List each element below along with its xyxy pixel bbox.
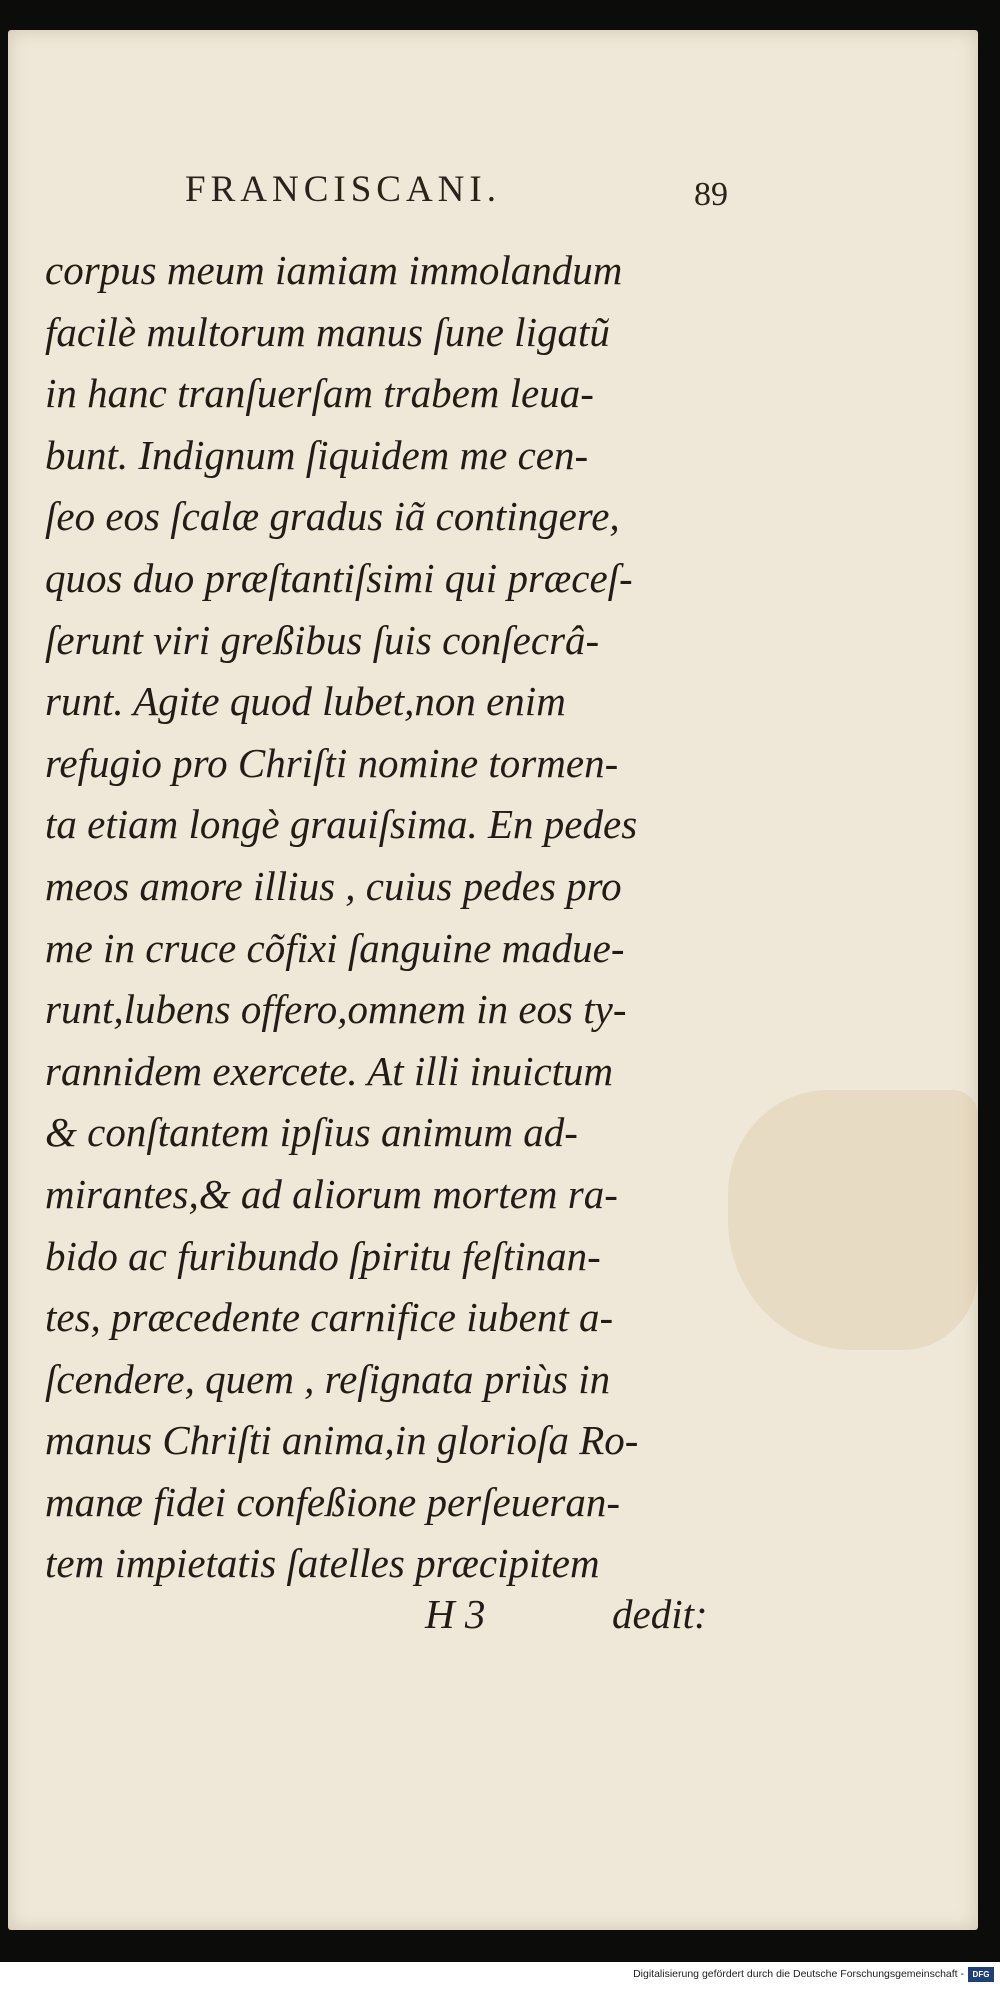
text-line: manus Chriſti anima,in glorioſa Ro- [45, 1417, 639, 1464]
text-line: ta etiam longè grauiſsima. En pedes [45, 801, 638, 848]
text-line: corpus meum iamiam immolandum [45, 247, 623, 293]
text-line: runt. Agite quod lubet,non enim [45, 678, 566, 725]
text-line: ſeo eos ſcalæ gradus iã contingere, [45, 493, 620, 540]
text-line: mirantes,& ad aliorum mortem ra- [45, 1170, 618, 1217]
text-line: in hanc tranſuerſam trabem leua- [45, 370, 594, 417]
body-text [45, 240, 745, 1595]
text-line: facilè multorum manus ſune ligatũ [45, 308, 610, 355]
text-line: & conſtantem ipſius animum ad- [45, 1109, 578, 1156]
text-line: rannidem exercete. At illi inuictum [45, 1047, 614, 1094]
dfg-logo: DFG [968, 1967, 994, 1982]
running-head: FRANCISCANI. [185, 169, 501, 210]
text-line: me in cruce cõfixi ſanguine madue- [45, 924, 625, 971]
page-number: 89 [694, 176, 728, 213]
text-line: tem impietatis ſatelles præcipitem [45, 1540, 600, 1587]
paper-stain [728, 1090, 978, 1350]
text-line: bunt. Indignum ſiquidem me cen- [45, 431, 589, 478]
catchword: dedit: [612, 1591, 708, 1637]
text-line: tes, præcedente carnifice iubent a- [45, 1294, 614, 1341]
text-line: quos duo præſtantiſsimi qui præceſ- [45, 554, 633, 601]
text-line: ſcendere, quem , reſignata priùs in [45, 1355, 611, 1402]
text-line: manæ fidei confeßione perſeueran- [45, 1478, 621, 1525]
text-line: meos amore illius , cuius pedes pro [45, 862, 622, 909]
text-line: runt,lubens offero,omnem in eos ty- [45, 986, 627, 1033]
text-line: ſerunt viri greßibus ſuis conſecrâ- [45, 616, 600, 663]
footer-credit: Digitalisierung gefördert durch die Deutsche Forschungsgemeinschaft - [633, 1968, 964, 1980]
text-line: bido ac furibundo ſpiritu feſtinan- [45, 1232, 601, 1279]
signature-mark: H 3 [425, 1591, 486, 1637]
footer-bar [0, 1962, 1000, 1990]
text-line: refugio pro Chriſti nomine tormen- [45, 739, 619, 786]
